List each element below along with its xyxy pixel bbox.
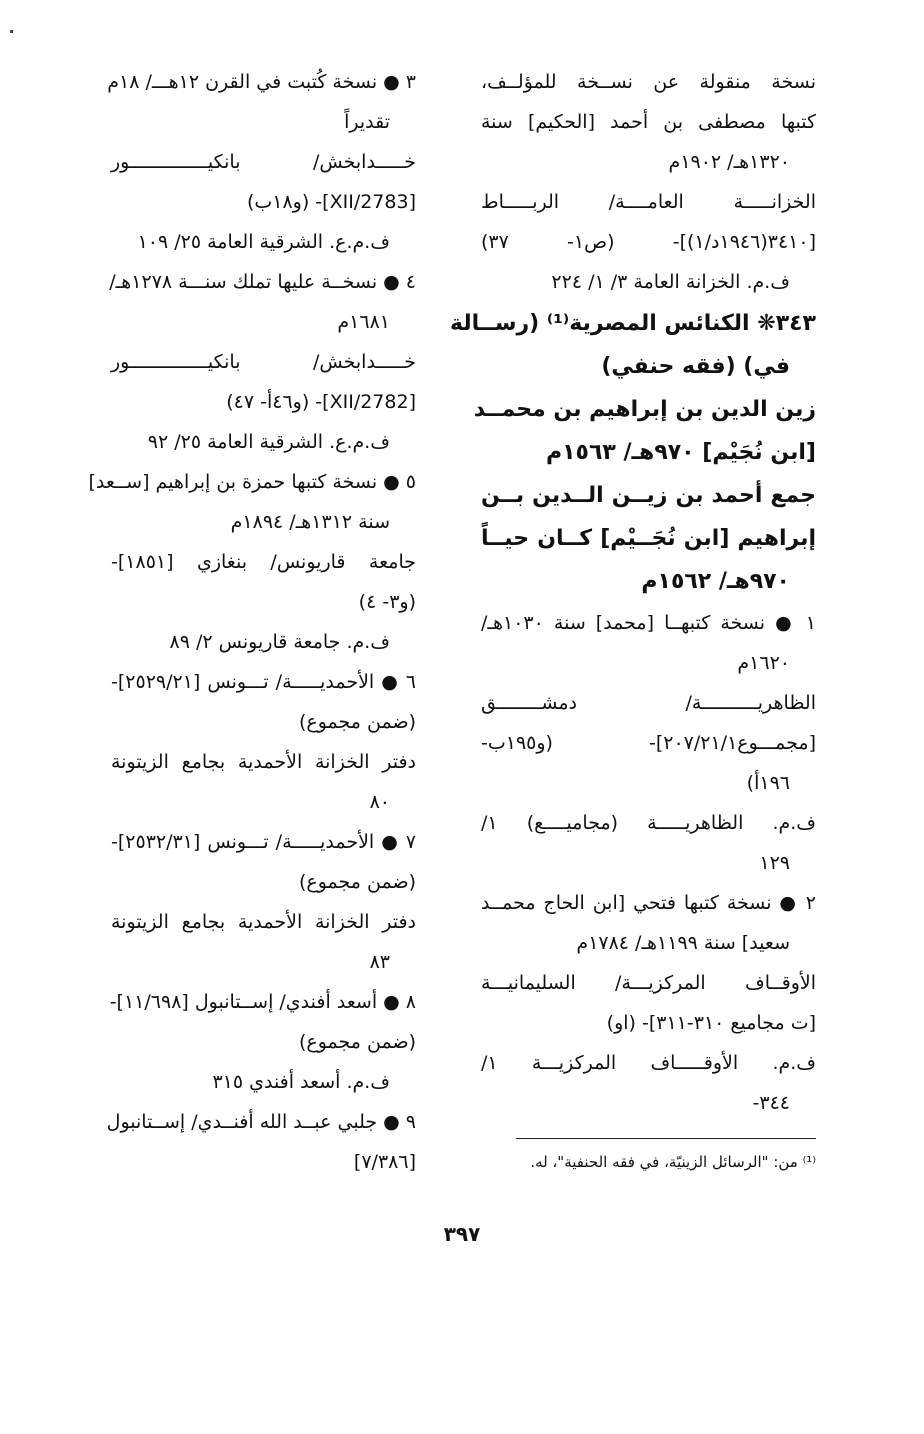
right-column-line: زين الدين بن إبراهيم بن محمــد (473, 397, 816, 422)
left-column-line: [٧/٣٨٦] (353, 1151, 416, 1173)
right-column-line: ١٩٦أ) (746, 772, 790, 794)
right-column-line: ف.م. الظاهريـــــة (مجاميــــع) ١/ (481, 812, 816, 834)
left-column-line: ٧ ● الأحمديـــــة/ تـــونس [٢٥٣٢/٣١]- (111, 831, 416, 853)
right-column-line: الخزانـــــة العامــــة/ الربـــــاط (481, 191, 816, 213)
left-column-line: ف.م.ع. الشرقية العامة ٢٥/ ٩٢ (147, 431, 390, 453)
left-column (88, 62, 416, 1182)
left-column-line: ٣ ● نسخة كُتبت في القرن ١٢هـــ/ ١٨م (107, 71, 416, 93)
left-column-line: جامعة قاريونس/ بنغازي [١٨٥١]- (111, 551, 416, 573)
right-column-line: في) (فقه حنفي) (601, 354, 790, 379)
left-column-line: ٦ ● الأحمديـــــة/ تـــونس [٢٥٢٩/٢١]- (111, 671, 416, 693)
footnote-divider (516, 1138, 816, 1139)
right-column-line: ٩٧٠هـ/ ١٥٦٢م (641, 569, 790, 594)
right-column-line: ١٦٢٠م (737, 652, 790, 674)
left-column-line: ٨٠ (369, 791, 390, 813)
left-column-line: ٩ ● جلبي عبــد الله أفنــدي/ إســتانبول (106, 1111, 416, 1133)
left-column-line: (ضمن مجموع) (298, 871, 416, 893)
left-column-line: ف.م. جامعة قاريونس ٢/ ٨٩ (169, 631, 390, 653)
right-column-line: ٣٤٣❋ الكنائس المصرية⁽¹⁾ (رســالة (449, 311, 816, 336)
right-column-line: [مجمـــوع٢٠٧/٢١/١]- (و١٩٥ب- (481, 732, 816, 754)
left-column-line: (و٣- ٤) (358, 591, 416, 613)
scan-speck (10, 30, 13, 33)
left-column-line: خـــــدابخش/ بانكيــــــــــــــور (111, 151, 416, 173)
right-column-line: ف.م. الخزانة العامة ٣/ ١/ ٢٢٤ (551, 271, 790, 293)
right-column-line: ١٣٢٠هـ/ ١٩٠٢م (668, 151, 790, 173)
right-column-line: ٢ ● نسخة كتبها فتحي [ابن الحاج محمــد (481, 892, 816, 914)
right-column-line: نسخة منقولة عن نســخة للمؤلــف، (481, 71, 816, 93)
footnote: ⁽¹⁾ من: "الرسائل الزينيّة، في فقه الحنفية"، له. (530, 1153, 816, 1171)
right-column-line: ف.م. الأوقـــــاف المركزيـــة ١/ (481, 1052, 816, 1074)
left-column-line: ٥ ● نسخة كتبها حمزة بن إبراهيم [ســعد] (88, 471, 416, 493)
right-column-line: ١ ● نسخة كتبهــا [محمد] سنة ١٠٣٠هـ/ (481, 612, 816, 634)
left-column-line: ف.م.ع. الشرقية العامة ٢٥/ ١٠٩ (137, 231, 390, 253)
left-column-line: دفتر الخزانة الأحمدية بجامع الزيتونة (111, 751, 416, 773)
right-column-line: سعيد] سنة ١١٩٩هـ/ ١٧٨٤م (576, 932, 790, 954)
left-column-line: [2782/XII]- (و٤٦أ- ٤٧) (226, 391, 416, 413)
left-column-line: ٨ ● أسعد أفندي/ إســتانبول [١١/٦٩٨]- (109, 991, 416, 1013)
left-column-line: تقديراً (344, 111, 390, 133)
page-number: ٣٩٧ (443, 1222, 481, 1246)
right-column-line: الظاهريــــــــــة/ دمشــــــــق (481, 692, 816, 714)
right-column (449, 62, 816, 1123)
right-column-line: ١٢٩ (759, 852, 790, 874)
right-column-line: ٣٤٤- (752, 1092, 790, 1114)
right-column-line: جمع أحمد بن زيــن الــدين بــن (481, 483, 816, 508)
left-column-line: (ضمن مجموع) (298, 711, 416, 733)
right-column-line: [ت مجاميع ٣١٠-٣١١]- (او) (606, 1012, 816, 1034)
left-column-line: ١٦٨١م (337, 311, 390, 333)
left-column-line: دفتر الخزانة الأحمدية بجامع الزيتونة (111, 911, 416, 933)
left-column-line: ف.م. أسعد أفندي ٣١٥ (212, 1071, 390, 1093)
left-column-line: ٤ ● نسخــة عليها تملك سنـــة ١٢٧٨هـ/ (109, 271, 416, 293)
left-column-line: (ضمن مجموع) (298, 1031, 416, 1053)
left-column-line: خـــــدابخش/ بانكيــــــــــــــور (111, 351, 416, 373)
right-column-line: [٣٤١٠(١٩٤٦د/١)]- (ص١- ٣٧) (481, 231, 816, 253)
right-column-line: [ابن نُجَيْم] ٩٧٠هـ/ ١٥٦٣م (546, 440, 816, 465)
right-column-line: الأوقــاف المركزيـــة/ السليمانيـــة (481, 972, 816, 994)
left-column-line: [2783/XII]- (و١٨ب) (246, 191, 416, 213)
right-column-line: إبراهيم [ابن نُجَــيْم] كــان حيــاً (481, 526, 816, 551)
left-column-line: سنة ١٣١٢هـ/ ١٨٩٤م (230, 511, 390, 533)
right-column-line: كتبها مصطفى بن أحمد [الحكيم] سنة (481, 111, 816, 133)
left-column-line: ٨٣ (369, 951, 390, 973)
